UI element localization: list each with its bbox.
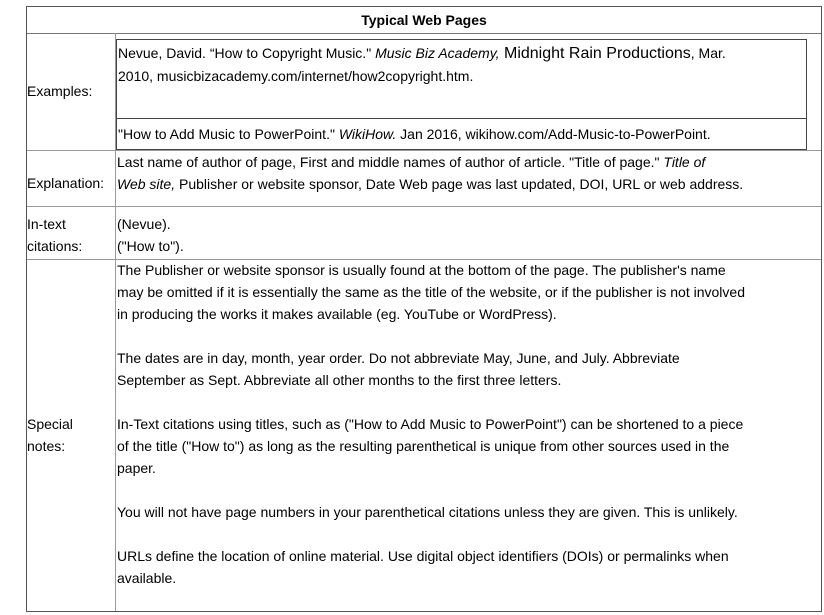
- example-1-author-title: Nevue, David. “How to Copyright Music.": [118, 45, 376, 61]
- examples-content: [115, 33, 821, 150]
- intext-content: [115, 206, 821, 259]
- note-paragraph-dates: [117, 347, 821, 391]
- examples-label: Examples:: [27, 83, 93, 99]
- example-1-publisher: Midnight Rain Productions: [499, 45, 691, 62]
- note-paragraph-page-numbers: [117, 501, 821, 523]
- intext-text: [116, 206, 821, 257]
- explanation-line2-italic: Web site,: [117, 176, 176, 192]
- citation-table: [26, 6, 822, 612]
- note-line: The Publisher or website sponsor is usually found at the bottom of the page. The publisher's name: [117, 262, 726, 278]
- example-1-date-part: , Mar.: [690, 45, 726, 61]
- intext-citation-2: ("How to").: [117, 238, 184, 254]
- note-line: paper.: [117, 460, 156, 476]
- intext-label-line2: citations:: [27, 238, 83, 254]
- example-1-text: [117, 40, 806, 87]
- explanation-line1-italic: Title of: [663, 154, 706, 170]
- example-2-title: "How to Add Music to PowerPoint.": [118, 126, 339, 142]
- note-line: available.: [117, 570, 177, 586]
- note-line: URLs define the location of online material. Use digital object identifiers (DOIs) or permalinks when: [117, 548, 729, 564]
- table-title: Typical Web Pages: [27, 7, 821, 34]
- special-notes-row: [27, 259, 821, 611]
- note-paragraph-publisher: [117, 259, 821, 325]
- intext-citation-1: (Nevue).: [117, 216, 171, 232]
- note-paragraph-urls: [117, 545, 821, 589]
- note-line: In-Text citations using titles, such as ("How to Add Music to PowerPoint") can be shortened to a piece: [117, 416, 744, 432]
- example-1-site: Music Biz Academy,: [375, 45, 500, 61]
- intext-row: [27, 206, 821, 260]
- intext-label-line1: In-text: [27, 216, 66, 232]
- example-2-text: [117, 119, 806, 145]
- note-line: The dates are in day, month, year order. Do not abbreviate May, June, and July. Abbreviate: [117, 350, 680, 366]
- examples-row: [27, 33, 821, 151]
- example-2-site: WikiHow.: [338, 126, 397, 142]
- note-line: in producing the works it makes available (eg. YouTube or WordPress).: [117, 306, 557, 322]
- special-notes-content: [115, 259, 821, 611]
- example-2-rest: Jan 2016, wikihow.com/Add-Music-to-PowerPoint.: [396, 126, 711, 142]
- explanation-text: [116, 150, 821, 195]
- intext-label: [27, 213, 115, 257]
- explanation-label: Explanation:: [27, 175, 105, 191]
- special-label-line1: Special: [27, 416, 73, 432]
- special-notes-label: [27, 413, 115, 457]
- explanation-row: [27, 150, 821, 207]
- note-line: of the title ("How to") as long as the resulting parenthetical is unique from other sources used in the: [117, 438, 730, 454]
- explanation-line1-plain: Last name of author of page, First and middle names of author of article. "Title of page.": [117, 154, 664, 170]
- note-line: You will not have page numbers in your parenthetical citations unless they are given. This is unlikely.: [117, 504, 738, 520]
- special-label-line2: notes:: [27, 438, 66, 454]
- explanation-content: [115, 150, 821, 206]
- note-paragraph-intext: [117, 413, 821, 479]
- special-notes-text: [116, 259, 821, 589]
- note-line: September as Sept. Abbreviate all other months to the first three letters.: [117, 372, 562, 388]
- explanation-line2-plain: Publisher or website sponsor, Date Web page was last updated, DOI, URL or web address.: [175, 176, 744, 192]
- note-line: may be omitted if it is essentially the same as the title of the website, or if the publisher is not involved: [117, 284, 745, 300]
- example-1-line2: 2010, musicbizacademy.com/internet/how2copyright.htm.: [118, 68, 474, 84]
- example-1-box: [116, 39, 807, 119]
- example-2-box: [116, 118, 807, 150]
